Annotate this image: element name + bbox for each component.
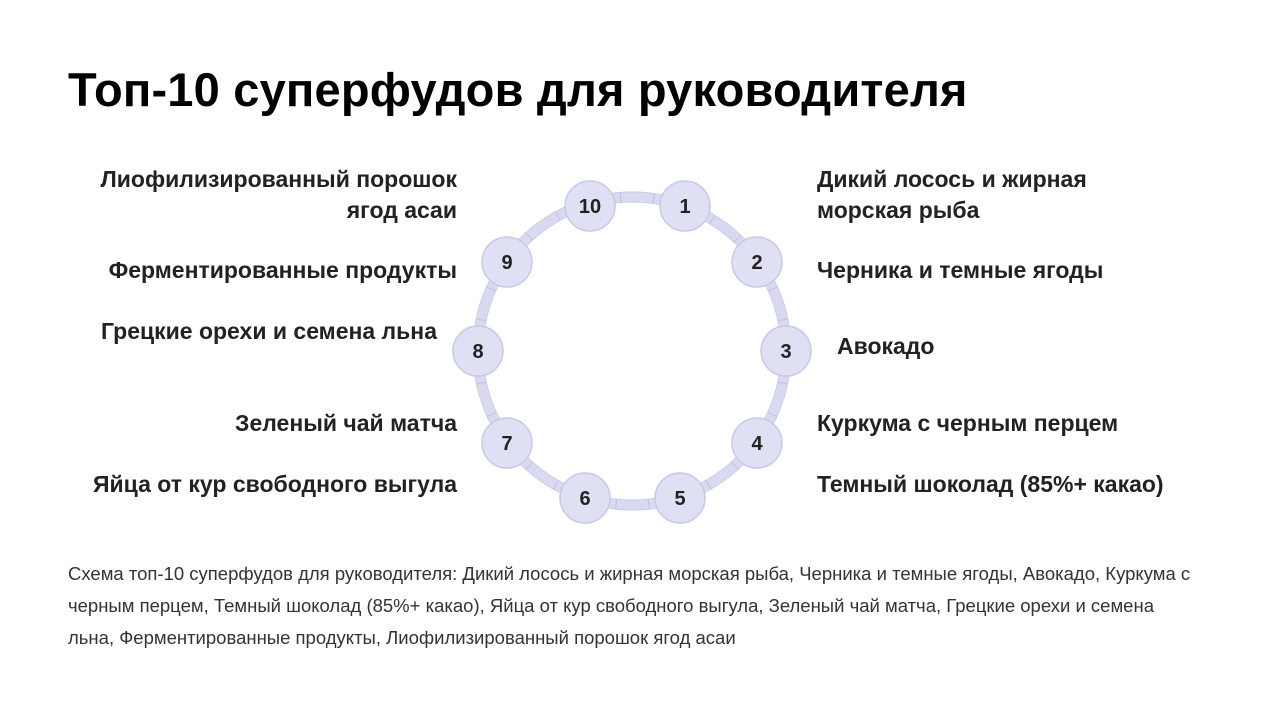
node-number: 1 (679, 196, 691, 218)
node-number: 8 (472, 341, 484, 363)
node-number: 2 (751, 252, 763, 274)
item-label-line: Зеленый чай матча (235, 410, 457, 436)
cycle-node-5 (655, 473, 705, 523)
item-label-line: ягод асаи (346, 197, 457, 223)
node-number: 5 (674, 488, 686, 510)
item-label-line: Черника и темные ягоды (817, 257, 1104, 283)
item-label-1 (817, 164, 1087, 226)
node-number: 7 (501, 433, 513, 455)
item-label-6 (93, 469, 457, 500)
cycle-node-3 (761, 326, 811, 376)
item-label-9 (109, 255, 457, 286)
item-label-10 (101, 164, 457, 226)
item-label-3 (837, 331, 934, 362)
node-number: 10 (578, 196, 602, 218)
cycle-node-9 (482, 237, 532, 287)
node-number: 3 (780, 341, 792, 363)
item-label-7 (235, 408, 457, 439)
item-label-line: Дикий лосось и жирная (817, 166, 1087, 192)
item-label-4 (817, 408, 1118, 439)
page-title: Топ-10 суперфудов для руководителя (68, 63, 968, 116)
item-label-line: Ферментированные продукты (108, 257, 457, 283)
cycle-node-6 (560, 473, 610, 523)
cycle-node-1 (660, 181, 710, 231)
cycle-node-10 (565, 181, 615, 231)
node-number: 6 (579, 488, 591, 510)
item-label-line: Темный шоколад (85%+ какао) (817, 471, 1164, 497)
item-label-line: морская рыба (817, 197, 980, 223)
cycle-node-7 (482, 418, 532, 468)
cycle-node-4 (732, 418, 782, 468)
node-number: 9 (501, 252, 513, 274)
item-label-2 (817, 255, 1103, 286)
item-label-line: Яйца от кур свободного выгула (93, 471, 457, 497)
item-label-line: Куркума с черным перцем (817, 410, 1119, 436)
diagram-description: Схема топ-10 суперфудов для руководителя: Дикий лосось и жирная морская рыба, Черника и темные ягоды, Авокадо, Куркума с черным перцем, Темный шоколад (85%+ какао), Яйца от кур свободного выгула, Зеленый чай матча, Грецкие орехи и семена льна, Ферментированные продукты, Лиофилизированный порошок ягод асаи (68, 563, 1191, 648)
item-label-8 (101, 316, 437, 347)
cycle-node-8 (453, 326, 503, 376)
item-label-line: Грецкие орехи и семена льна (100, 318, 437, 344)
item-label-5 (817, 469, 1164, 500)
cycle-node-2 (732, 237, 782, 287)
item-label-line: Лиофилизированный порошок (100, 166, 457, 192)
node-number: 4 (751, 433, 763, 455)
item-label-line: Авокадо (837, 333, 935, 359)
